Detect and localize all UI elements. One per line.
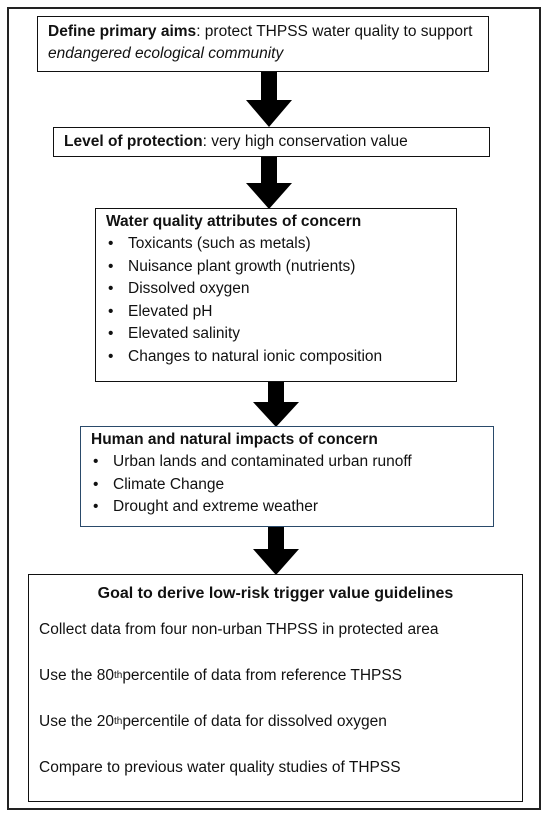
down-arrow-3 <box>253 382 299 427</box>
down-arrow-1 <box>246 72 292 127</box>
list-item: • Climate Change <box>91 474 483 497</box>
level-of-protection-text: : very high conservation value <box>202 133 408 150</box>
down-arrow-2-shape <box>246 157 292 209</box>
list-item: • Drought and extreme weather <box>91 496 483 519</box>
goal-step-3-text-b: percentile of data for dissolved oxygen <box>122 713 387 730</box>
level-of-protection-box <box>53 127 490 157</box>
goal-step-2-text-a: Use the 80 <box>39 667 114 684</box>
impacts-of-concern-box <box>80 426 494 527</box>
list-item: • Elevated salinity <box>106 323 446 346</box>
down-arrow-2 <box>246 157 292 209</box>
list-item: • Elevated pH <box>106 301 446 324</box>
goal-title: Goal to derive low-risk trigger value guidelines <box>97 585 454 602</box>
primary-aims-text: : protect THPSS water quality to support <box>196 23 473 40</box>
primary-aims-box <box>37 16 489 72</box>
goal-step-1: Collect data from four non-urban THPSS in protected area <box>39 621 439 638</box>
level-of-protection-label: Level of protection <box>64 133 203 150</box>
down-arrow-1-shape <box>246 72 292 127</box>
impacts-of-concern-list <box>91 451 483 519</box>
goal-step-2-text-b: percentile of data from reference THPSS <box>122 667 403 684</box>
primary-aims-label: Define primary aims <box>48 23 197 40</box>
primary-aims-italic: endangered ecological community <box>48 45 284 62</box>
list-item: • Urban lands and contaminated urban runoff <box>91 451 483 474</box>
goal-box <box>28 574 523 802</box>
goal-step-3: Use the 20 th percentile of data for dissolved oxygen <box>39 699 512 745</box>
water-quality-attributes-title: Water quality attributes of concern <box>106 213 362 230</box>
list-item: • Changes to natural ionic composition <box>106 346 446 369</box>
list-item: • Toxicants (such as metals) <box>106 233 446 256</box>
list-item: • Nuisance plant growth (nutrients) <box>106 256 446 279</box>
down-arrow-3-shape <box>253 382 299 427</box>
water-quality-attributes-list <box>106 233 446 368</box>
goal-step-2: Use the 80 th percentile of data from reference THPSS <box>39 653 512 699</box>
down-arrow-4-shape <box>253 527 299 575</box>
list-item: • Dissolved oxygen <box>106 278 446 301</box>
impacts-of-concern-title: Human and natural impacts of concern <box>91 431 378 448</box>
water-quality-attributes-box <box>95 208 457 382</box>
goal-step-3-text-a: Use the 20 <box>39 713 114 730</box>
down-arrow-4 <box>253 527 299 575</box>
goal-step-4: Compare to previous water quality studies of THPSS <box>39 759 401 776</box>
